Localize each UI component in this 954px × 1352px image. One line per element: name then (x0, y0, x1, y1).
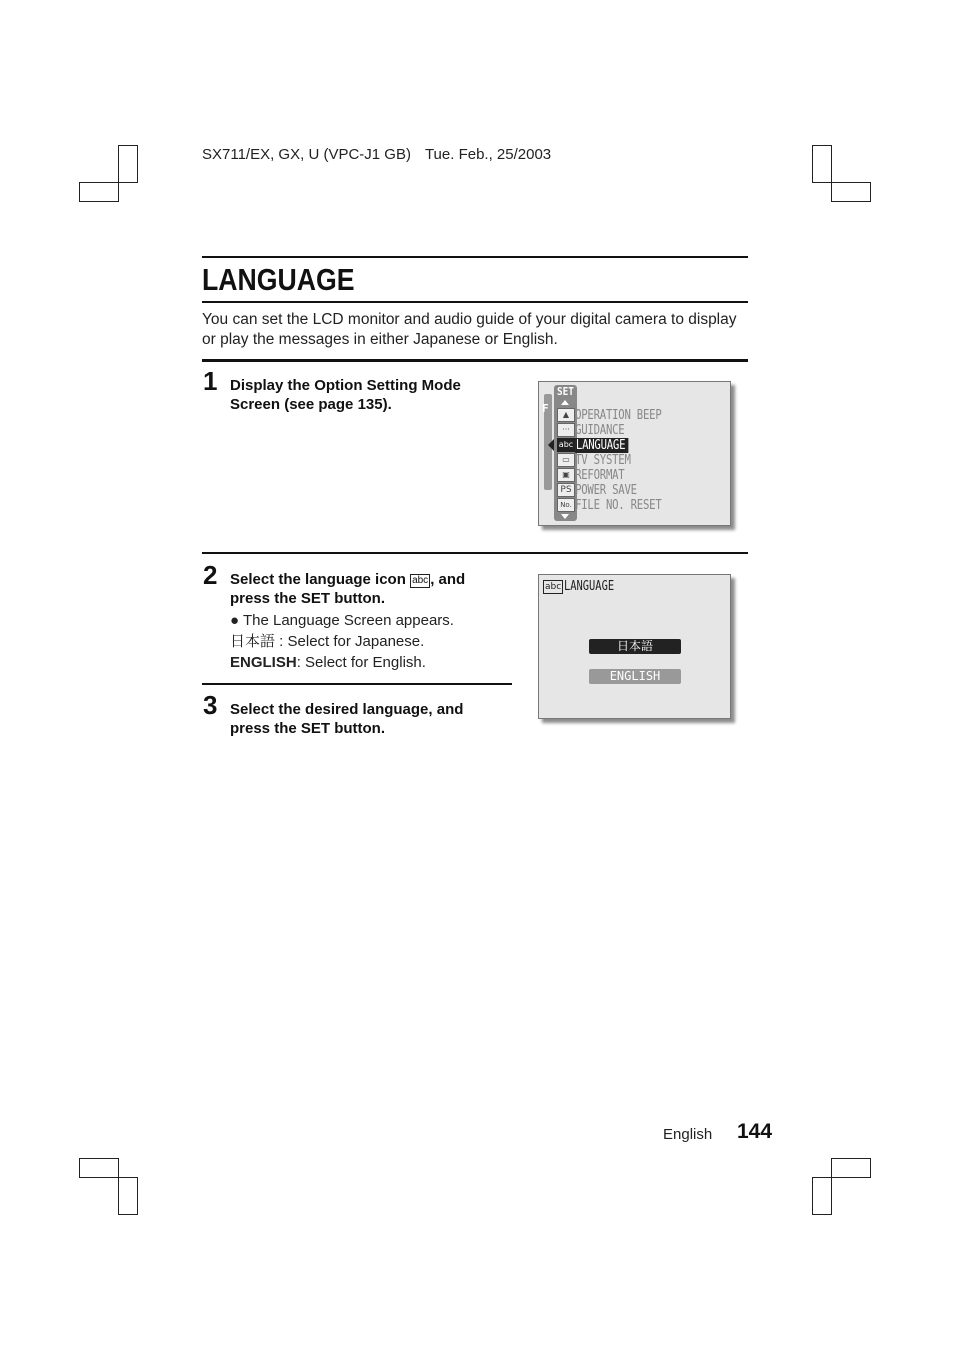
model-text: SX711/EX, GX, U (VPC-J1 GB) (202, 146, 411, 163)
inline-language-icon: abc (412, 575, 429, 586)
scroll-up-icon (561, 400, 569, 405)
scroll-down-icon (561, 514, 569, 519)
step3-rule (202, 683, 512, 685)
crop-mark-br-horizontal (831, 1158, 871, 1178)
step-1-line1: Display the Option Setting Mode (230, 377, 461, 394)
english-desc: : Select for English. (296, 654, 426, 671)
crop-mark-tl-horizontal (79, 182, 119, 202)
crop-mark-br-vertical (812, 1177, 832, 1215)
tv-icon: ▭ (557, 453, 575, 467)
language-screen (538, 574, 731, 719)
footer-language: English (663, 1126, 713, 1143)
language-icon: abc (557, 438, 575, 452)
step-2-line2: press the SET button. (230, 590, 386, 607)
option-setting-screen (538, 381, 731, 526)
step-1-number: 1 (203, 366, 218, 396)
reformat-icon: ▣ (557, 468, 575, 482)
file-no-icon: No. (557, 498, 575, 512)
japanese-option[interactable]: 日本語 (589, 639, 681, 654)
step-3-text (230, 700, 520, 738)
japanese-label: 日本語 (230, 632, 276, 650)
language-screen-icon: abc (545, 582, 562, 592)
step1-rule (202, 359, 748, 362)
speaker-icon: ▲ (557, 408, 575, 422)
menu-f-label: F (542, 402, 549, 415)
japanese-desc: : Select for Japanese. (275, 633, 425, 650)
page-title: LANGUAGE (202, 262, 355, 297)
step-1-line2: Screen (see page 135). (230, 396, 392, 413)
step-2-details (230, 610, 520, 673)
crop-mark-tr-vertical (812, 145, 832, 183)
step-2-line1b: , and (430, 571, 466, 588)
crop-mark-tr-horizontal (831, 182, 871, 202)
step-3-number: 3 (203, 690, 218, 720)
step-3-line2: press the SET button. (230, 720, 386, 737)
step-2-text (230, 570, 520, 608)
english-option-desc (230, 652, 520, 673)
crop-mark-bl-horizontal (79, 1158, 119, 1178)
intro-paragraph: You can set the LCD monitor and audio guide of your digital camera to display or play the messages in either Japanese or English. (202, 311, 737, 348)
language-screen-title: LANGUAGE (564, 579, 615, 594)
step2-rule (202, 552, 748, 554)
menu-item-language[interactable]: LANGUAGE (575, 438, 628, 453)
step-2-number: 2 (203, 560, 218, 590)
english-label: ENGLISH (230, 654, 297, 671)
step-2-line1a: Select the language icon (230, 571, 406, 588)
title-bottom-rule (202, 301, 748, 303)
step-2-bullet-text: The Language Screen appears. (242, 612, 454, 629)
menu-item-power-save[interactable]: POWER SAVE (575, 483, 637, 498)
japanese-option-desc (230, 631, 520, 652)
print-header (202, 146, 551, 163)
guidance-icon: ··· (557, 423, 575, 437)
crop-mark-tl-vertical (118, 145, 138, 183)
menu-item-tv-system[interactable]: TV SYSTEM (575, 453, 631, 468)
step-2-bullet (230, 610, 520, 631)
crop-mark-bl-vertical (118, 1177, 138, 1215)
date-text: Tue. Feb., 25/2003 (424, 146, 552, 163)
menu-item-reformat[interactable]: REFORMAT (575, 468, 625, 483)
menu-item-operation-beep[interactable]: OPERATION BEEP (575, 408, 662, 423)
english-option[interactable]: ENGLISH (589, 669, 681, 684)
bullet-dot-icon: ● (230, 612, 240, 629)
set-label: SET (557, 385, 574, 398)
page-number: 144 (737, 1120, 773, 1143)
power-save-icon: PS (557, 483, 575, 497)
title-top-rule (202, 256, 748, 258)
menu-item-guidance[interactable]: GUIDANCE (575, 423, 625, 438)
menu-item-file-no-reset[interactable]: FILE NO. RESET (575, 498, 662, 513)
step-2-line1 (230, 570, 520, 589)
step-3-line1: Select the desired language, and (230, 701, 464, 718)
step-1-text (230, 376, 520, 414)
